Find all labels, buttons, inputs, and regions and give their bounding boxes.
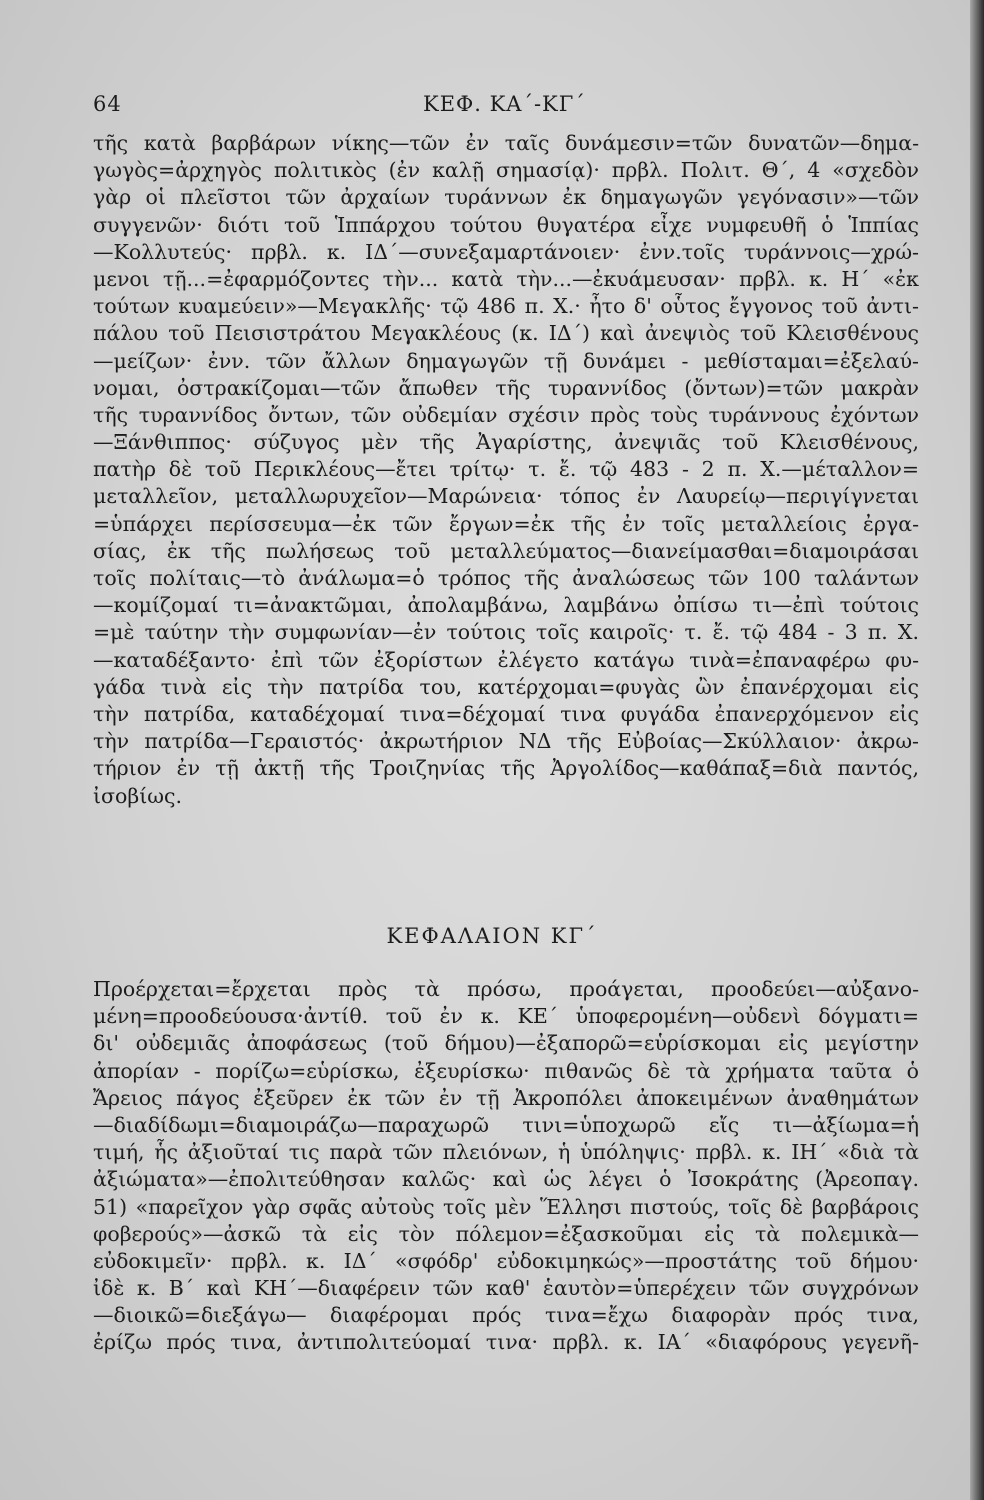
text-line: —καταδέξαντο· ἐπὶ τῶν ἐξορίστων ἐλέγετο κατάγω τινὰ=ἐπαναφέρω φυ- <box>93 647 919 672</box>
text-line: πάλου τοῦ Πεισιστράτου Μεγακλέους (κ. ΙΔ΄) καὶ ἀνεψιὸς τοῦ Κλεισθένους <box>93 321 919 346</box>
text-line: —διοικῶ=διεξάγω— διαφέρομαι πρός τινα=ἔχω διαφορὰν πρός τινα, <box>93 1303 919 1328</box>
text-line: φοβερούς»—ἀσκῶ τὰ εἰς τὸν πόλεμον=ἐξασκοῦμαι εἰς τὰ πολεμικὰ— <box>93 1221 919 1246</box>
text-line: σίας, ἐκ τῆς πωλήσεως τοῦ μεταλλεύματος—διανείμασθαι=διαμοιράσαι <box>93 538 919 563</box>
page-number: 64 <box>93 92 122 116</box>
text-line: τήριον ἐν τῇ ἀκτῇ τῆς Τροιζηνίας τῆς Ἀργολίδος—καθάπαξ=διὰ παντός, <box>93 756 919 781</box>
running-head: ΚΕΦ. ΚΑ΄-ΚΓ΄ <box>423 92 586 116</box>
text-line: ἐρίζω πρός τινα, ἀντιπολιτεύομαί τινα· πρβλ. κ. ΙΑ΄ «διαφόρους γεγενῆ- <box>93 1330 919 1355</box>
text-line: γωγὸς=ἀρχηγὸς πολιτικὸς (ἐν καλῇ σημασίᾳ)· πρβλ. Πολιτ. Θ΄, 4 «σχεδὸν <box>93 158 919 183</box>
text-line: τὴν πατρίδα, καταδέχομαί τινα=δέχομαί τινα φυγάδα ἐπανερχόμενον εἰς <box>93 701 919 726</box>
text-line: νομαι, ὀστρακίζομαι—τῶν ἄπωθεν τῆς τυραννίδος (ὄντων)=τῶν μακρὰν <box>93 375 919 400</box>
text-line: τῆς κατὰ βαρβάρων νίκης—τῶν ἐν ταῖς δυνάμεσιν=τῶν δυνατῶν—δημα- <box>93 131 919 155</box>
text-line: ἰσοβίως. <box>93 783 182 808</box>
text-line: γὰρ οἱ πλεῖστοι τῶν ἀρχαίων τυράννων ἐκ δημαγωγῶν γεγόνασιν»—τῶν <box>93 185 919 210</box>
text-line: —Ξάνθιππος· σύζυγος μὲν τῆς Ἀγαρίστης, ἀνεψιᾶς τοῦ Κλεισθένους, <box>93 430 919 455</box>
text-line: μεταλλεῖον, μεταλλωρυχεῖον—Μαρώνεια· τόπος ἐν Λαυρείῳ—περιγίγνεται <box>93 484 919 509</box>
text-line: τοῖς πολίταις—τὸ ἀνάλωμα=ὁ τρόπος τῆς ἀναλώσεως τῶν 100 ταλάντων <box>93 566 919 590</box>
text-line: πατὴρ δὲ τοῦ Περικλέους—ἔτει τρίτῳ· τ. ἔ. τῷ 483 - 2 π. Χ.—μέταλλον= <box>93 457 919 482</box>
text-line: ἰδὲ κ. Β΄ καὶ ΚΗ΄—διαφέρειν τῶν καθ' ἑαυτὸν=ὑπερέχειν τῶν συγχρόνων <box>93 1276 919 1301</box>
text-line: =μὲ ταύτην τὴν συμφωνίαν—ἐν τούτοις τοῖς καιροῖς· τ. ἔ. τῷ 484 - 3 π. Χ. <box>93 620 919 645</box>
text-line: —διαδίδωμι=διαμοιράζω—παραχωρῶ τινι=ὑποχωρῶ εἴς τι—ἀξίωμα=ἡ <box>93 1112 919 1137</box>
text-line: τῆς τυραννίδος ὄντων, τῶν οὐδεμίαν σχέσιν πρὸς τοὺς τυράννους ἐχόντων <box>93 402 919 427</box>
text-line: τὴν πατρίδα—Γεραιστός· ἀκρωτήριον ΝΔ τῆς Εὐβοίας—Σκύλλαιον· ἀκρω- <box>93 729 919 754</box>
text-line: =ὑπάρχει περίσσευμα—ἐκ τῶν ἔργων=ἐκ τῆς ἐν τοῖς μεταλλείοις ἐργα- <box>93 511 919 536</box>
text-line: δι' οὐδεμιᾶς ἀποφάσεως (τοῦ δήμου)—ἐξαπορῶ=εὑρίσκομαι εἰς μεγίστην <box>93 1031 919 1056</box>
page-header <box>93 92 919 124</box>
text-line: μενοι τῇ...=ἐφαρμόζοντες τὴν... κατὰ τὴν...—ἐκυάμευσαν· πρβλ. κ. Η΄ «ἐκ <box>93 266 919 291</box>
text-line: τιμή, ἧς ἀξιοῦταί τις παρὰ τῶν πλειόνων, ἡ ὑπόληψις· πρβλ. κ. ΙΗ΄ «διὰ τὰ <box>93 1140 919 1165</box>
text-line: εὐδοκιμεῖν· πρβλ. κ. ΙΔ΄ «σφόδρ' εὐδοκιμηκώς»—προστάτης τοῦ δήμου· <box>93 1248 919 1273</box>
text-line: συγγενῶν· διότι τοῦ Ἱππάρχου τούτου θυγατέρα εἶχε νυμφευθῆ ὁ Ἱππίας <box>93 212 919 237</box>
text-line: ἀξιώματα»—ἐπολιτεύθησαν καλῶς· καὶ ὡς λέγει ὁ Ἰσοκράτης (Ἀρεοπαγ. <box>93 1167 919 1192</box>
text-line: τούτων κυαμεύειν»—Μεγακλῆς· τῷ 486 π. Χ.· ἦτο δ' οὗτος ἔγγονος τοῦ ἀντι- <box>93 294 919 319</box>
text-line: μένη=προοδεύουσα·ἀντίθ. τοῦ ἐν κ. ΚΕ΄ ὑποφερομένη—οὐδενὶ δόγματι= <box>93 1004 919 1029</box>
text-line: ἀπορίαν - πορίζω=εὑρίσκω, ἐξευρίσκω· πιθανῶς δὲ τὰ χρήματα ταῦτα ὁ <box>93 1058 919 1083</box>
page-edge-shadow <box>970 0 984 1500</box>
chapter-text-block <box>93 976 919 1357</box>
commentary-block <box>93 130 919 810</box>
text-line: —Κολλυτεύς· πρβλ. κ. ΙΔ΄—συνεξαμαρτάνοιεν· ἐνν.τοῖς τυράννοις—χρώ- <box>93 239 919 264</box>
text-line: γάδα τινὰ εἰς τὴν πατρίδα του, κατέρχομαι=φυγὰς ὢν ἐπανέρχομαι εἰς <box>93 674 919 699</box>
text-line: —μείζων· ἐνν. τῶν ἄλλων δημαγωγῶν τῇ δυνάμει - μεθίσταμαι=ἐξελαύ- <box>93 348 919 373</box>
text-line: Ἄρειος πάγος ἐξεῦρεν ἐκ τῶν ἐν τῇ Ἀκροπόλει ἀποκειμένων ἀναθημάτων <box>93 1085 919 1110</box>
text-line: —κομίζομαί τι=ἀνακτῶμαι, ἀπολαμβάνω, λαμβάνω ὀπίσω τι—ἐπὶ τούτοις <box>93 593 919 618</box>
chapter-heading: ΚΕΦΑΛΑΙΟΝ ΚΓ΄ <box>386 924 598 948</box>
text-line: 51) «παρεῖχον γὰρ σφᾶς αὐτοὺς τοῖς μὲν Ἕλλησι πιστούς, τοῖς δὲ βαρβάροις <box>93 1194 919 1219</box>
text-line: Προέρχεται=ἔρχεται πρὸς τὰ πρόσω, προάγεται, προοδεύει—αὐξανο- <box>93 977 919 1001</box>
